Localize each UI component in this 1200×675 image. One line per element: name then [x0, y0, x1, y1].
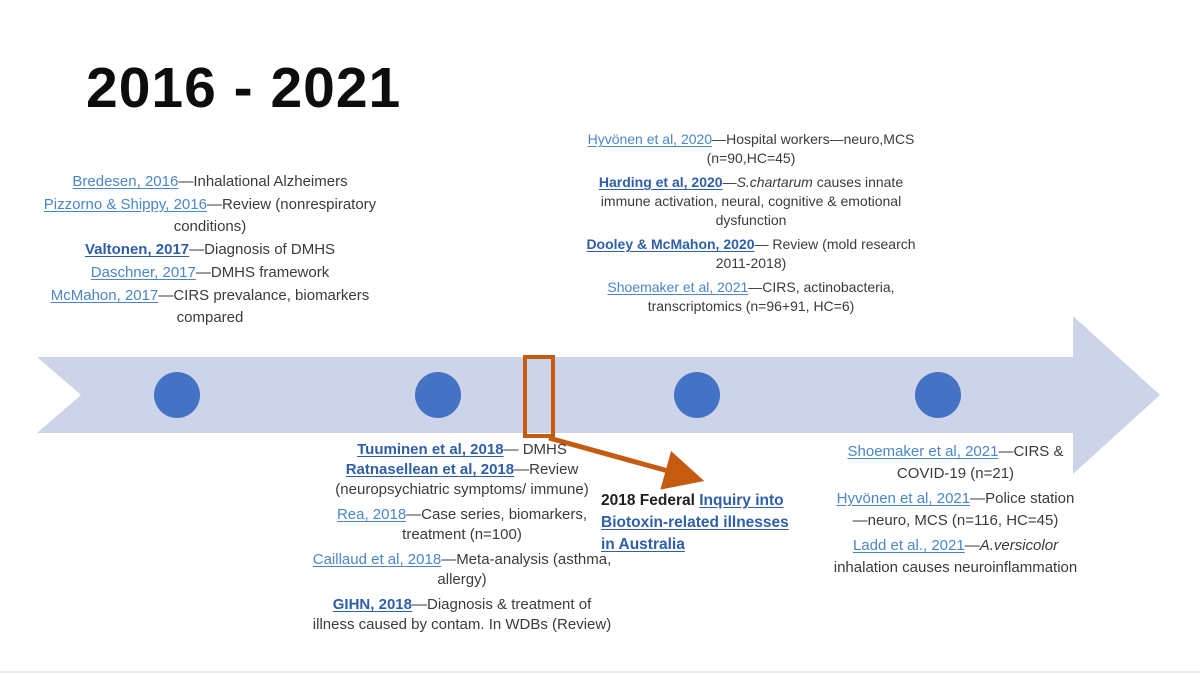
slide-bottom-edge — [0, 671, 1200, 673]
citation-entry — [833, 441, 1078, 485]
citation-text: —CIRS prevalance, biomarkers compared — [158, 287, 370, 326]
citation-block-2018 — [312, 440, 612, 640]
citation-entry — [40, 285, 380, 329]
citation-entry — [312, 460, 612, 500]
citation-text: S.chartarum — [736, 174, 813, 190]
citation-entry — [40, 194, 380, 238]
citation-text: — — [964, 537, 980, 554]
citation-link[interactable]: McMahon, 2017 — [50, 287, 159, 304]
citation-entry — [312, 595, 612, 635]
timeline-dot — [154, 372, 200, 418]
citation-block-2020-2021-top — [575, 130, 927, 321]
citation-link[interactable]: Shoemaker et al, 2021 — [847, 443, 999, 460]
citation-link[interactable]: Dooley & McMahon, 2020 — [586, 236, 755, 252]
citation-text: A.versicolor — [979, 537, 1059, 554]
citation-link[interactable]: Caillaud et al, 2018 — [312, 551, 442, 568]
citation-text: — — [722, 174, 737, 190]
timeline-dot — [915, 372, 961, 418]
citation-text: —Case series, biomarkers, treatment (n=100) — [402, 506, 588, 543]
citation-entry — [312, 440, 612, 460]
citation-text: —CIRS & COVID-19 (n=21) — [896, 443, 1064, 482]
citation-link[interactable]: Hyvönen et al, 2020 — [587, 131, 713, 147]
timeline-dot — [674, 372, 720, 418]
citation-entry — [40, 239, 380, 261]
citation-link[interactable]: Valtonen, 2017 — [84, 241, 190, 258]
citation-link[interactable]: Shoemaker et al, 2021 — [607, 279, 749, 295]
citation-entry — [575, 235, 927, 273]
citation-entry — [833, 488, 1078, 532]
citation-link[interactable]: Harding et al, 2020 — [598, 174, 723, 190]
citation-text: causes innate immune activation, neural, cognitive & emotional dysfunction — [600, 174, 904, 228]
citation-entry — [312, 505, 612, 545]
citation-text: —Hospital workers—neuro,MCS (n=90,HC=45) — [706, 131, 915, 166]
citation-text: —Inhalational Alzheimers — [178, 173, 348, 190]
citation-entry — [575, 130, 927, 168]
citation-link[interactable]: Rea, 2018 — [336, 506, 407, 523]
citation-block-2021-right — [833, 441, 1078, 582]
citation-link[interactable]: Bredesen, 2016 — [72, 173, 179, 190]
citation-entry — [575, 173, 927, 230]
citation-text: —Diagnosis of DMHS — [189, 241, 336, 258]
citation-text: —Meta-analysis (asthma, allergy) — [437, 551, 612, 588]
citation-link[interactable]: Inquiry into Biotoxin-related illnesses in Australia — [601, 492, 789, 553]
citation-entry — [833, 535, 1078, 579]
citation-text: —Police station—neuro, MCS (n=116, HC=45) — [852, 490, 1075, 529]
citation-text: —DMHS framework — [195, 264, 330, 281]
citation-text: —Review (nonrespiratory conditions) — [173, 196, 377, 235]
citation-entry — [601, 490, 806, 556]
citation-link[interactable]: Tuuminen et al, 2018 — [357, 441, 504, 458]
citation-link[interactable]: Ladd et al., 2021 — [852, 537, 965, 554]
slide-title: 2016 - 2021 — [86, 56, 402, 120]
citation-block-2016-2017 — [40, 171, 380, 330]
citation-entry — [40, 171, 380, 193]
citation-link[interactable]: Hyvönen et al, 2021 — [836, 490, 971, 507]
citation-text: — Review (mold research 2011-2018) — [715, 236, 916, 271]
citation-text: inhalation causes neuroinflammation — [833, 559, 1078, 576]
timeline-dot — [415, 372, 461, 418]
citation-link[interactable]: Daschner, 2017 — [90, 264, 196, 281]
citation-entry — [312, 550, 612, 590]
citation-entry — [575, 278, 927, 316]
citation-text: 2018 Federal — [601, 492, 700, 509]
citation-link[interactable]: Pizzorno & Shippy, 2016 — [43, 196, 207, 213]
citation-link[interactable]: Ratnasellean et al, 2018 — [345, 461, 515, 478]
citation-text: —CIRS, actinobacteria, transcriptomics (n=96+91, HC=6) — [647, 279, 895, 314]
citation-link[interactable]: GIHN, 2018 — [332, 596, 412, 613]
citation-entry — [40, 262, 380, 284]
citation-text: —Review (neuropsychiatric symptoms/ immune) — [335, 461, 589, 498]
federal-inquiry-note — [601, 490, 806, 556]
citation-text: —Diagnosis & treatment of illness caused by contam. In WDBs (Review) — [312, 596, 612, 633]
citation-text: — DMHS — [503, 441, 567, 458]
